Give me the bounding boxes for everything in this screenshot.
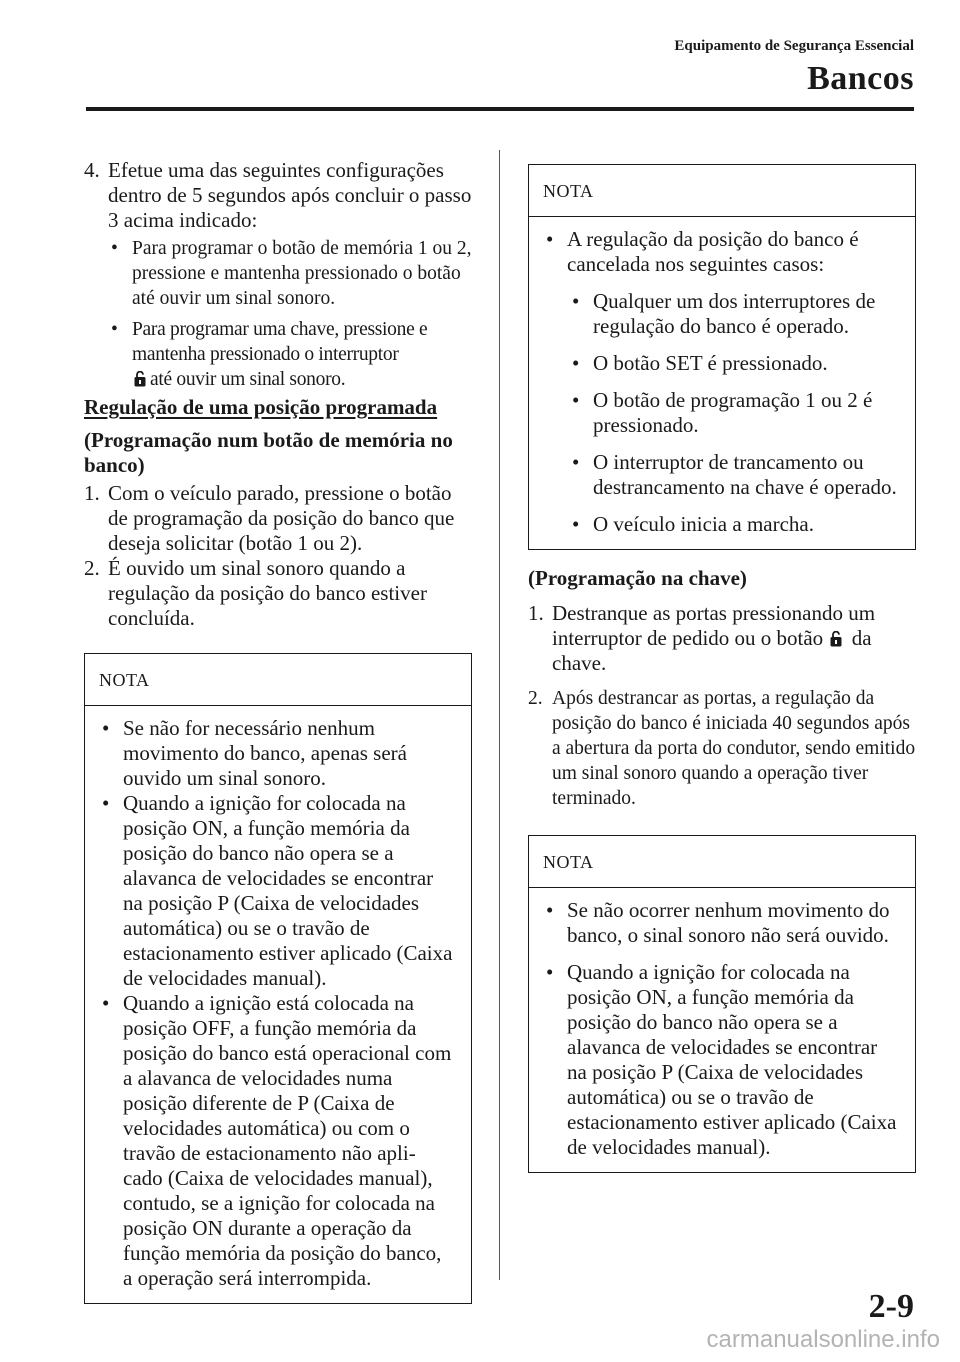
right-column <box>528 164 916 1173</box>
sub-list-item: • O botão SET é pressionado. <box>569 351 897 376</box>
step-text: É ouvido um sinal sonoro quando a regulação da posição do banco estiver concluída. <box>108 556 427 630</box>
step-text: Destranque as portas pressionando um interruptor de pedido ou o botão da chave. <box>552 601 876 675</box>
page-number: 2-9 <box>868 1288 914 1325</box>
step-number: 1. <box>84 481 100 505</box>
unlock-key-icon <box>830 631 842 647</box>
step-number: 2. <box>84 556 100 580</box>
step-number: 1. <box>528 601 544 625</box>
column-divider <box>499 150 500 1280</box>
list-item: • Quando a ignição está colocada na posição OFF, a função memória da posição do banco está operacional com a alavanca de velocidades numa posição diferente de P (Caixa de velocidades automática) ou com o travão de estacionamento não apli-cado (Caixa de velocidades manual), contudo, se a ignição for colocada na posição ON durante a operação da função memória da posição do banco, a operação será interrompida. <box>99 991 453 1291</box>
note-box <box>528 164 916 550</box>
sub-list-item: • O botão de programação 1 ou 2 é pressionado. <box>569 388 897 438</box>
list-item: • Para programar o botão de memória 1 ou 2, pressione e mantenha pressionado o botão até ouvir um sinal sonoro. <box>108 236 472 311</box>
step-number: 2. <box>528 688 543 709</box>
unlock-key-icon <box>134 371 146 387</box>
sub-list-item: • Qualquer um dos interruptores de regulação do banco é operado. <box>569 289 897 339</box>
step-1 <box>528 601 916 676</box>
note-body <box>529 217 915 549</box>
step-number: 4. <box>84 158 100 182</box>
step-2 <box>84 556 472 631</box>
sub-list-item: • O interruptor de trancamento ou destrancamento na chave é operado. <box>569 450 897 500</box>
list-item: • Quando a ignição for colocada na posição ON, a função memória da posição do banco não opera se a alavanca de velocidades se encontrar na posição P (Caixa de velocidades automática) ou se o travão de estacionamento estiver aplicado (Caixa de velocidades manual). <box>99 791 453 991</box>
list-item: • Se não for necessário nenhum movimento do banco, apenas será ouvido um sinal sonoro. <box>99 716 453 791</box>
step-text: Com o veículo parado, pressione o botão de programação da posição do banco que deseja solicitar (botão 1 ou 2). <box>108 481 455 555</box>
list-item: • Se não ocorrer nenhum movimento do banco, o sinal sonoro não será ouvido. <box>543 898 897 948</box>
header-rule <box>86 107 914 111</box>
note-body <box>85 706 471 1303</box>
step-2 <box>528 686 916 811</box>
step-4 <box>84 158 472 392</box>
page-title: Bancos <box>807 60 914 97</box>
subsection-heading: (Programação na chave) <box>528 566 747 590</box>
section-heading: Regulação de uma posição programada <box>84 395 438 419</box>
section-title: Equipamento de Segurança Essencial <box>674 38 914 54</box>
list-item: • A regulação da posição do banco é cancelada nos seguintes casos: <box>543 227 897 277</box>
note-body <box>529 888 915 1172</box>
note-title: NOTA <box>529 836 915 888</box>
step-1 <box>84 481 472 556</box>
note-box <box>528 835 916 1173</box>
list-item: • Quando a ignição for colocada na posição ON, a função memória da posição do banco não opera se a alavanca de velocidades se encontrar na posição P (Caixa de velocidades automática) ou se o travão de estacionamento estiver aplicado (Caixa de velocidades manual). <box>543 960 897 1160</box>
step-text: Após destrancar as portas, a regulação da posição do banco é iniciada 40 segundos após a abertura da porta do condutor, sendo emitido um sinal sonoro quando a operação tiver terminado. <box>552 688 916 809</box>
list-item: • Para programar uma chave, pressione e mantenha pressionado o interruptor até ouvir um sinal sonoro. <box>108 317 472 392</box>
note-box <box>84 653 472 1304</box>
left-column <box>84 158 472 1304</box>
subsection-heading: (Programação num botão de memória no banco) <box>84 428 453 477</box>
sub-list-item: • O veículo inicia a marcha. <box>569 512 897 537</box>
note-title: NOTA <box>85 654 471 706</box>
watermark: carmanualsonline.info <box>706 1326 940 1353</box>
note-title: NOTA <box>529 165 915 217</box>
step-text: Efetue uma das seguintes configurações dentro de 5 segundos após concluir o passo 3 acima indicado: <box>108 158 472 232</box>
